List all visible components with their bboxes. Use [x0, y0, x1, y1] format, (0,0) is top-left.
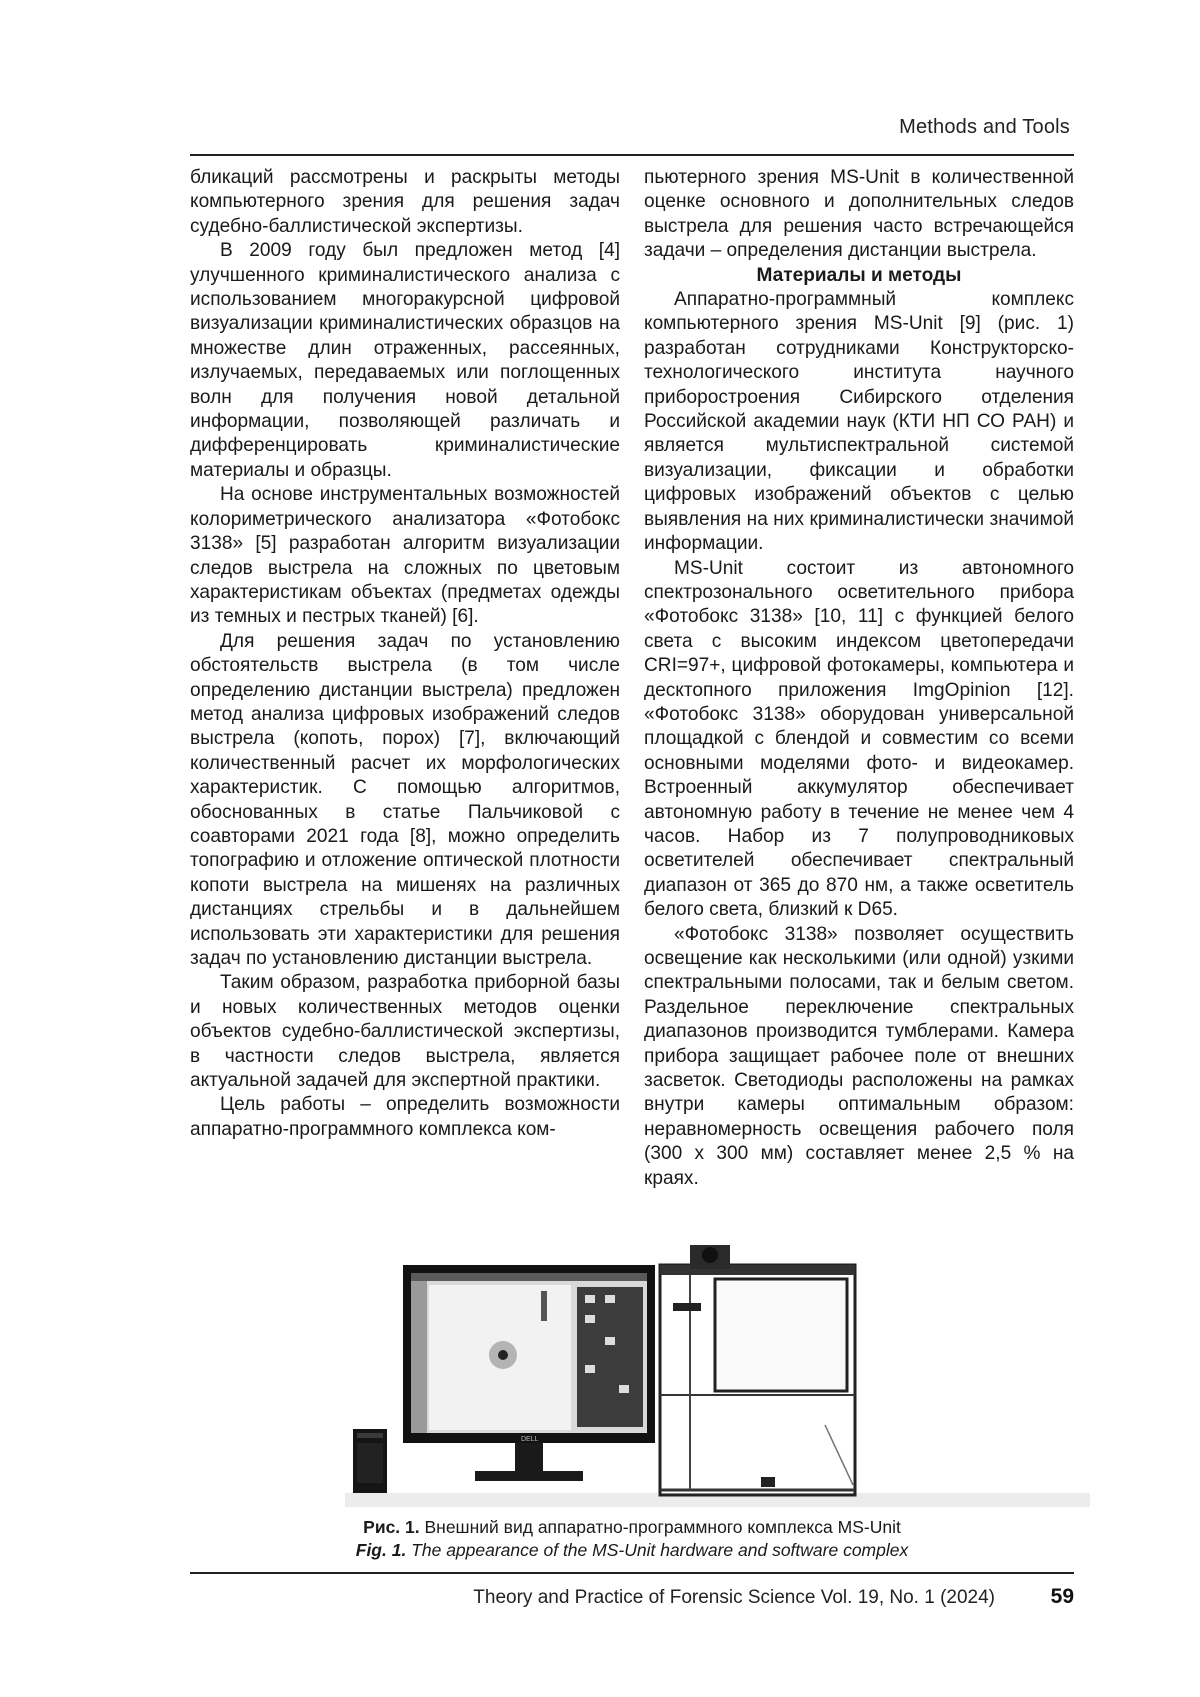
paragraph: Таким образом, разработка приборной базы и новых количественных методов оценки объектов судебно-баллистической экспертизы, в частности следов выстрела, является актуальной задачей для экспертной практики.	[190, 972, 620, 1092]
left-column	[190, 166, 620, 1142]
paragraph: Для решения задач по установлению обстоятельств выстрела (в том числе определению дистанции выстрела) предложен метод анализа цифровых изображений следов выстрела (копоть, порох) [7], включающий количественный расчет их морфологических характеристик. С помощью алгоритмов, обоснованных в статье Пальчиковой с соавторами 2021 года [8], можно определить топографию и отложение оптической плотности копоти выстрела на мишенях на различных дистанциях стрельбы и в дальнейшем использовать эти характеристики для решения задач по установлению дистанции выстрела.	[190, 630, 620, 969]
paragraph: «Фотобокс 3138» позволяет осуществить освещение как несколькими (или одной) узкими спектральными полосами, так и белым светом. Раздельное переключение спектральных диапазонов производится тумблерами. Камера прибора защищает рабочее поле от внешних засветок. Светодиоды расположены на рамках внутри камеры оптимальным образом: неравномерность освещения рабочего поля (300 x 300 мм) составляет менее 2,5 % на краях.	[644, 923, 1074, 1189]
right-column	[644, 166, 1074, 1191]
paragraph: В 2009 году был предложен метод [4] улучшенного криминалистического анализа с использованием многоракурсной цифровой визуализации криминалистических образцов на множестве длин отраженных, рассеянных, излучаемых, передаваемых или поглощенных волн для получения новой детальной информации, позволяющей различать и дифференцировать криминалистические материалы и образцы.	[190, 240, 620, 481]
paragraph: Цель работы – определить возможности аппаратно-программного комплекса ком-	[190, 1094, 620, 1140]
paragraph: пьютерного зрения MS-Unit в количественной оценке основного и дополнительных следов выстрела для решения часто встречающейся задачи – определения дистанции выстрела.	[644, 167, 1074, 262]
figure-ms-unit-photo	[345, 1245, 1090, 1507]
paragraph: Аппаратно-программный комплекс компьютерного зрения MS-Unit [9] (рис. 1) разработан сотрудниками Конструкторско-технологического института научного приборостроения Сибирского отделения Российской академии наук (КТИ НП СО РАН) и является мультиспектральной системой визуализации, фиксации и обработки цифровых изображений объектов с целью выявления на них криминалистически значимой информации.	[644, 289, 1074, 555]
figure-caption-ru	[190, 1517, 1074, 1538]
section-heading: Материалы и методы	[756, 264, 962, 286]
paragraph: На основе инструментальных возможностей колориметрического анализатора «Фотобокс 3138» [5] разработан алгоритм визуализации следов выстрела на сложных по цветовым характеристикам объектах (предметах одежды из темных и пестрых тканей) [6].	[190, 484, 620, 628]
speaker-icon	[353, 1429, 387, 1493]
caption-label: Fig. 1.	[355, 1540, 407, 1560]
paragraph: бликаций рассмотрены и раскрыты методы компьютерного зрения для решения задач судебно-баллистической экспертизы.	[190, 167, 620, 237]
paragraph: MS-Unit состоит из автономного спектрозонального осветительного прибора «Фотобокс 3138» [10, 11] с функцией белого света с высоким индексом цветопередачи CRI=97+, цифровой фотокамеры, компьютера и десктопного приложения ImgOpinion [12]. «Фотобокс 3138» оборудован универсальной площадкой с блендой и совместим со всеми основными моделями фото- и видеокамер. Встроенный аккумулятор обеспечивает автономную работу в течение не менее чем 4 часов. Набор из 7 полупроводниковых осветителей обеспечивает спектральный диапазон от 365 до 870 нм, а также осветитель белого света, близкий к D65.	[644, 557, 1074, 921]
page-number: 59	[1050, 1585, 1074, 1608]
figure-caption-en	[190, 1540, 1074, 1561]
photo-illustration	[345, 1245, 1090, 1507]
caption-label: Рис. 1.	[363, 1517, 420, 1537]
header-rule	[190, 154, 1074, 156]
monitor-logo: DELL	[521, 1436, 539, 1443]
caption-text: The appearance of the MS-Unit hardware and software complex	[406, 1540, 909, 1560]
running-head: Methods and Tools	[899, 116, 1070, 138]
footer-rule	[190, 1572, 1074, 1574]
caption-text: Внешний вид аппаратно-программного комплекса MS-Unit	[419, 1517, 901, 1537]
journal-citation: Theory and Practice of Forensic Science Vol. 19, No. 1 (2024)	[473, 1587, 995, 1608]
